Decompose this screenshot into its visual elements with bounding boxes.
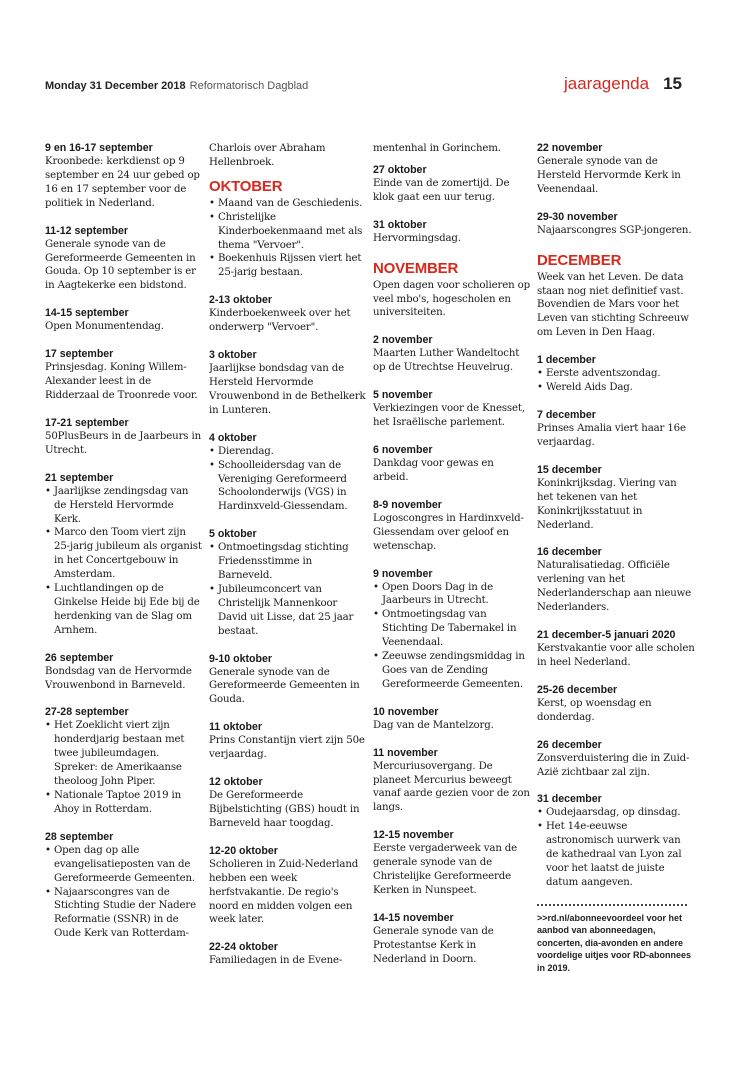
entry-date: 29-30 november [537, 210, 618, 223]
agenda-entry [45, 225, 203, 294]
entry-date: 5 november [373, 389, 433, 402]
entry-bullet-item: • Wereld Aids Dag. [537, 381, 695, 395]
agenda-entry [373, 747, 531, 816]
entry-text: Eerste vergaderweek van de generale synode van de Christelijke Gereformeerde Kerken in Nunspeet. [373, 843, 518, 896]
dotted-divider [537, 904, 687, 906]
entry-bullet-list [45, 844, 203, 941]
agenda-entry [209, 721, 367, 762]
agenda-entry [373, 912, 531, 967]
entry-bullet-item: • Oudejaarsdag, op dinsdag. [537, 806, 695, 820]
agenda-entry [209, 528, 367, 638]
agenda-entry [209, 178, 367, 280]
agenda-entry [373, 829, 531, 898]
entry-bullet-list [537, 367, 695, 395]
entry-text: Bondsdag van de Hervormde Vrouwenbond in Barneveld. [45, 665, 192, 691]
entry-date: 31 december [537, 793, 602, 806]
entry-date: 7 december [537, 408, 596, 421]
agenda-entry [537, 684, 695, 725]
entry-text: Dag van de Mantelzorg. [373, 719, 494, 731]
entry-bullet-item: • Het 14e-eeuwse astronomisch uurwerk van de kathedraal van Lyon zal voor het laatst de juiste datum aangeven. [537, 820, 695, 890]
agenda-entry [209, 294, 367, 335]
entry-text: Generale synode van de Gereformeerde Gemeenten in Gouda. [209, 666, 360, 706]
entry-date: 9 en 16-17 september [45, 142, 153, 154]
entry-date: 22-24 oktober [209, 941, 278, 954]
entry-date: 2-13 oktober [209, 294, 272, 307]
page-header [45, 74, 682, 96]
agenda-entry [45, 417, 203, 458]
entry-bullet-item: • Christelijke Kinderboekenmaand met als thema "Vervoer". [209, 211, 367, 253]
agenda-entry [373, 334, 531, 375]
agenda-columns [45, 142, 695, 1022]
agenda-entry [537, 739, 695, 780]
entry-bullet-item: • Marco den Toom viert zijn 25-jarig jubileum als organist in het Concertgebouw in Amsterdam. [45, 526, 203, 582]
agenda-column-3 [373, 142, 531, 1022]
entry-date: 10 november [373, 705, 439, 718]
entry-bullet-list [537, 806, 695, 889]
entry-bullet-item: • Open dag op alle evangelisatieposten van de Gereformeerde Gemeenten. [45, 844, 203, 886]
month-heading: OKTOBER [209, 177, 283, 195]
entry-text: Open dagen voor scholieren op veel mbo's, hogescholen en universiteiten. [373, 279, 530, 319]
entry-text: Verkiezingen voor de Knesset, het Israëlische parlement. [373, 403, 525, 429]
entry-bullet-item: • Dierendag. [209, 445, 367, 459]
entry-text: Mercuriusovergang. De planeet Mercurius beweegt vanaf aarde gezien voor de zon langs. [373, 760, 530, 814]
entry-bullet-item: • Najaarscongres van de Stichting Studie der Nadere Reformatie (SSNR) in de Oude Kerk van Rotterdam- [45, 886, 203, 942]
month-heading: DECEMBER [537, 251, 622, 269]
entry-date: 27 oktober [373, 163, 427, 176]
continued-text: mentenhal in Gorinchem. [373, 143, 501, 154]
entry-text: Prinses Amalia viert haar 16e verjaardag. [537, 422, 686, 448]
issue-date: Monday 31 December 2018 [45, 80, 186, 92]
agenda-entry [45, 348, 203, 403]
entry-date: 16 december [537, 546, 602, 559]
agenda-entry [45, 831, 203, 941]
entry-date: 14-15 november [373, 911, 454, 924]
entry-date: 21 september [45, 471, 114, 484]
entry-bullet-item: • Maand van de Geschiedenis. [209, 197, 367, 211]
agenda-entry [209, 349, 367, 418]
entry-bullet-item: • Jaarlijkse zendingsdag van de Hersteld Hervormde Kerk. [45, 485, 203, 527]
entry-date: 17 september [45, 348, 114, 361]
entry-bullet-item: • Ontmoetingsdag stichting Friedensstimme in Barneveld. [209, 541, 367, 583]
entry-bullet-item: • Boekenhuis Rijssen viert het 25-jarig bestaan. [209, 252, 367, 280]
agenda-entry [45, 706, 203, 816]
entry-bullet-list [209, 541, 367, 638]
entry-text: De Gereformeerde Bijbelstichting (GBS) houdt in Barneveld haar toogdag. [209, 790, 360, 829]
entry-text: Kroonbede: kerkdienst op 9 september en 24 uur gebed op 16 en 17 september voor de politiek in Nederland. [45, 156, 200, 209]
agenda-entry [537, 354, 695, 395]
agenda-entry [373, 499, 531, 554]
newspaper-name: Reformatorisch Dagblad [189, 80, 309, 92]
entry-text: Generale synode van de Hersteld Hervormde Kerk in Veenendaal. [537, 156, 681, 195]
entry-date: 11-12 september [45, 224, 129, 237]
entry-text: Naturalisatiedag. Officiële verlening van het Nederlanderschap aan nieuwe Nederlanders. [537, 560, 692, 614]
entry-text: Najaarscongres SGP-jongeren. [537, 224, 692, 236]
agenda-entry [537, 546, 695, 615]
entry-text: Logoscongres in Hardinxveld-Giessendam over geloof en wetenschap. [373, 512, 524, 552]
agenda-entry [537, 211, 695, 238]
entry-text: Open Monumentendag. [45, 321, 164, 333]
entry-date: 26 september [45, 651, 114, 664]
entry-date: 26 december [537, 738, 602, 751]
entry-date: 3 oktober [209, 349, 257, 362]
agenda-entry [373, 260, 531, 321]
entry-date: 12-20 oktober [209, 844, 278, 857]
entry-text: Hervormingsdag. [373, 232, 461, 244]
agenda-entry [373, 389, 531, 430]
entry-date: 9 november [373, 567, 433, 580]
entry-date: 12-15 november [373, 829, 454, 842]
entry-text: Maarten Luther Wandeltocht op de Utrechtse Heuvelrug. [373, 348, 520, 374]
entry-date: 9-10 oktober [209, 652, 272, 665]
entry-date: 28 september [45, 830, 114, 843]
entry-bullet-item: • Ontmoetingsdag van Stichting De Tabernakel in Veenendaal. [373, 608, 531, 650]
entry-bullet-list [209, 197, 367, 280]
agenda-entry [373, 219, 531, 246]
agenda-entry [537, 629, 695, 670]
agenda-entry [537, 793, 695, 889]
agenda-entry [537, 142, 695, 197]
entry-date: 21 december-5 januari 2020 [537, 629, 676, 642]
agenda-entry [209, 941, 367, 968]
entry-date: 22 november [537, 142, 603, 154]
page-number: 15 [663, 74, 682, 93]
entry-bullet-list [45, 485, 203, 638]
entry-date: 11 november [373, 746, 438, 759]
entry-text: Einde van de zomertijd. De klok gaat een uur terug. [373, 177, 510, 203]
agenda-entry [537, 464, 695, 533]
entry-date: 15 december [537, 463, 602, 476]
entry-date: 14-15 september [45, 307, 129, 320]
agenda-column-2 [209, 142, 367, 1022]
entry-text: Zonsverduistering die in Zuid-Azië zichtbaar zal zijn. [537, 752, 690, 778]
agenda-column-4 [537, 142, 695, 1022]
continued-text: Charlois over Abraham Hellenbroek. [209, 143, 326, 168]
entry-text: Prins Constantijn viert zijn 50e verjaardag. [209, 735, 365, 761]
entry-date: 8-9 november [373, 498, 442, 511]
entry-text: 50PlusBeurs in de Jaarbeurs in Utrecht. [45, 430, 201, 456]
entry-bullet-item: • Het Zoeklicht viert zijn honderdjarig bestaan met twee jubileumdagen. Spreker: de Amerikaanse theoloog John Piper. [45, 719, 203, 789]
entry-bullet-item: • Luchtlandingen op de Ginkelse Heide bij Ede bij de herdenking van de Slag om Arnhem. [45, 582, 203, 638]
agenda-entry [45, 652, 203, 693]
entry-bullet-item: • Open Doors Dag in de Jaarbeurs in Utrecht. [373, 581, 531, 609]
entry-bullet-item: • Zeeuwse zendingsmiddag in Goes van de Zending Gereformeerde Gemeenten. [373, 650, 531, 692]
entry-bullet-item: • Schoolleidersdag van de Vereniging Gereformeerd Schoolonderwijs (VGS) in Hardinxveld-Giessendam. [209, 459, 367, 515]
entry-text: Kerstvakantie voor alle scholen in heel Nederland. [537, 643, 695, 668]
entry-date: 4 oktober [209, 431, 257, 444]
month-heading: NOVEMBER [373, 259, 459, 277]
entry-date: 11 oktober [209, 721, 262, 734]
entry-text: Kerst, op woensdag en donderdag. [537, 697, 652, 723]
agenda-entry [373, 568, 531, 692]
entry-text: Generale synode van de Gereformeerde Gemeenten in Gouda. Op 10 september is er in Aagtekerke een bidstond. [45, 238, 196, 292]
entry-date: 12 oktober [209, 776, 263, 789]
entry-date: 27-28 september [45, 706, 129, 719]
promo-note: >>rd.nl/abonneevoordeel voor het aanbod van abonneedagen, concerten, dia-avonden en andere voordelige uitjes voor RD-abonnees in 2019. [537, 912, 692, 973]
agenda-entry [45, 142, 203, 211]
entry-text: Scholieren in Zuid-Nederland hebben een week herfstvakantie. De regio's noord en midden volgen een week later. [209, 858, 359, 926]
entry-date: 17-21 september [45, 416, 129, 429]
entry-bullet-item: • Eerste adventszondag. [537, 367, 695, 381]
entry-text: Kinderboekenweek over het onderwerp "Vervoer". [209, 308, 351, 334]
entry-text: Koninkrijksdag. Viering van het tekenen van het Koninkrijksstatuut in Nederland. [537, 477, 677, 531]
entry-text: Week van het Leven. De data staan nog niet definitief vast. Bovendien de Mars voor het Leven van stichting Schreeuw om Leven in Den Haag. [537, 271, 689, 339]
entry-date: 1 december [537, 354, 596, 367]
agenda-entry [45, 307, 203, 334]
entry-text: Prinsjesdag. Koning Willem-Alexander leest in de Ridderzaal de Troonrede voor. [45, 362, 198, 401]
entry-text: Dankdag voor gewas en arbeid. [373, 457, 494, 483]
entry-text: Familiedagen in de Evene- [209, 955, 343, 967]
entry-text: Generale synode van de Protestantse Kerk in Nederland in Doorn. [373, 925, 494, 965]
entry-bullet-list [45, 719, 203, 816]
entry-date: 31 oktober [373, 218, 427, 231]
entry-date: 6 november [373, 443, 433, 456]
agenda-entry [209, 776, 367, 831]
agenda-entry [373, 164, 531, 205]
entry-bullet-item: • Jubileumconcert van Christelijk Mannenkoor David uit Lisse, dat 25 jaar bestaat. [209, 583, 367, 639]
entry-date: 5 oktober [209, 528, 257, 541]
entry-bullet-list [209, 445, 367, 515]
agenda-entry [537, 409, 695, 450]
entry-bullet-item: • Nationale Taptoe 2019 in Ahoy in Rotterdam. [45, 789, 203, 817]
entry-bullet-list [373, 581, 531, 692]
entry-date: 25-26 december [537, 683, 618, 696]
entry-date: 2 november [373, 334, 433, 347]
agenda-column-1 [45, 142, 203, 1022]
agenda-entry [209, 653, 367, 708]
entry-text: Jaarlijkse bondsdag van de Hersteld Hervormde Vrouwenbond in de Bethelkerk in Lunteren. [209, 363, 366, 416]
agenda-entry [209, 432, 367, 515]
agenda-entry [537, 252, 695, 341]
section-title: jaaragenda [564, 74, 650, 93]
agenda-entry [45, 472, 203, 638]
agenda-entry [373, 706, 531, 733]
agenda-entry [209, 845, 367, 928]
agenda-entry [373, 444, 531, 485]
